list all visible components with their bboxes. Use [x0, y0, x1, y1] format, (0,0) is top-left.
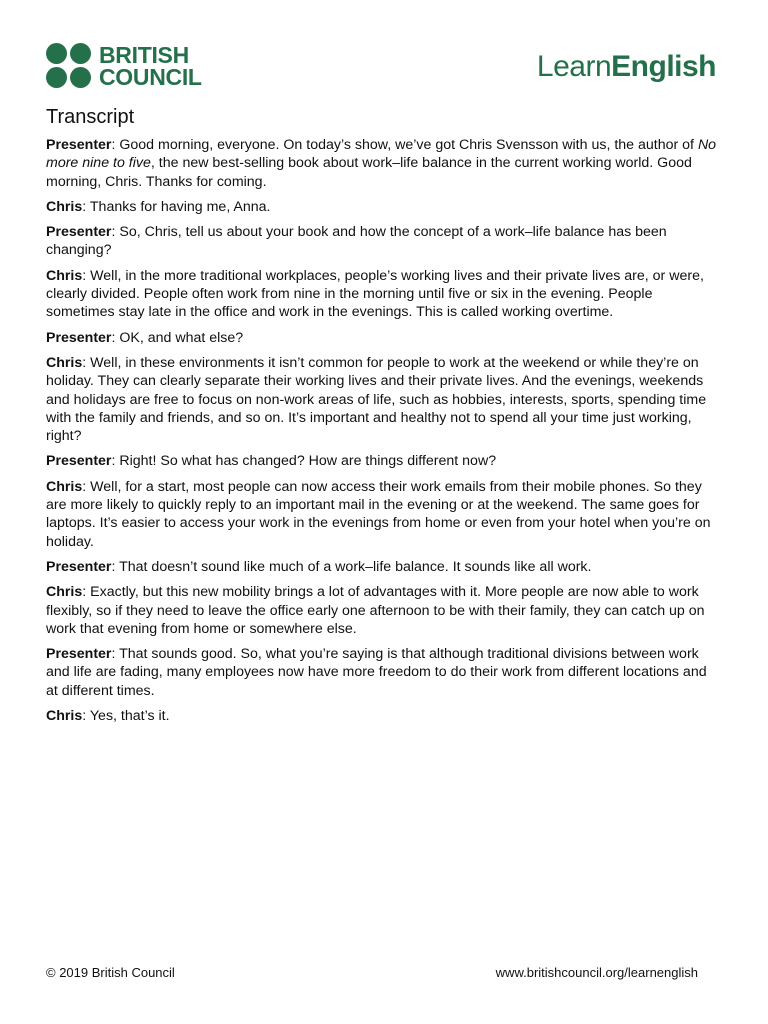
speaker-name: Chris [46, 584, 83, 601]
speaker-name: Presenter [46, 224, 112, 241]
utterance-text: : Good morning, everyone. On today’s show, we’ve got Chris Svensson with us, the author of [111, 137, 698, 153]
transcript-paragraph [46, 354, 722, 445]
british-council-logo [46, 43, 202, 88]
speaker-name: Chris [46, 198, 83, 215]
utterance-text: : Exactly, but this new mobility brings a lot of advantages with it. More people are now able to work flexibly, so if they need to leave the office early one afternoon to be with their family, they can catch up on work that evening from home or somewhere else. [46, 584, 705, 637]
utterance-text: : OK, and what else? [111, 329, 244, 346]
speaker-name: Chris [46, 267, 83, 284]
utterance-text: : That sounds good. So, what you’re saying is that although traditional divisions between work and life are fading, many employees now have more freedom to do their work from different locations and at different times. [46, 646, 707, 699]
speaker-name: Presenter [46, 453, 112, 470]
utterance-text: : Thanks for having me, Anna. [82, 198, 271, 215]
speaker-name: Presenter [46, 646, 112, 663]
speaker-name: Chris [46, 708, 83, 725]
brand-line-1: BRITISH [99, 41, 189, 68]
footer-url-link[interactable]: www.britishcouncil.org/learnenglish [495, 965, 698, 980]
transcript-paragraph [46, 267, 722, 322]
learn-suffix: English [611, 50, 716, 83]
utterance-text: : Yes, that’s it. [82, 708, 170, 725]
brand-line-2: COUNCIL [99, 63, 202, 90]
speaker-name: Chris [46, 354, 83, 371]
utterance-text: : Well, for a start, most people can now access their work emails from their mobile phones. So they are more likely to quickly reply to an important mail in the evening or at the weekend. The same goes for laptops. It’s easier to access your work in the evenings from home or even from your hotel when you’re on holiday. [46, 478, 711, 550]
transcript-paragraph [46, 452, 722, 470]
utterance-text: : That doesn’t sound like much of a work–life balance. It sounds like all work. [111, 558, 592, 575]
transcript-paragraph [46, 645, 722, 700]
speaker-name: Presenter [46, 329, 112, 346]
transcript-paragraph [46, 136, 722, 191]
copyright-notice: © 2019 British Council [46, 965, 175, 980]
utterance-text: : Well, in the more traditional workplaces, people’s working lives and their private lives are, or were, clearly divided. People often work from nine in the morning until five or six in the evening. People sometimes stay late in the office and work in the evenings. This is called working overtime. [46, 267, 704, 321]
brand-name [99, 41, 202, 90]
utterance-text: : Well, in these environments it isn’t common for people to work at the weekend or while they’re on holiday. They can clearly separate their working lives and their private lives. And the evenings, weekends and holidays are free to focus on non-work areas of life, such as hobbies, interests, sports, spending time with the family and friends, and so on. It’s important and healthy not to spend all your time just working, right? [46, 354, 707, 445]
transcript-paragraph [46, 583, 722, 638]
speaker-name: Presenter [46, 558, 112, 575]
logo-dots-icon [46, 43, 91, 88]
utterance-text: , the new best-selling book about work–life balance in the current working world. Good morning, Chris. Thanks for coming. [46, 155, 692, 190]
transcript-paragraph [46, 198, 722, 216]
page-title: Transcript [46, 106, 135, 128]
transcript-body [46, 136, 722, 732]
learnenglish-logo [537, 50, 716, 84]
book-title: No more nine to five [46, 137, 717, 172]
transcript-paragraph [46, 329, 722, 347]
utterance-text: : Right! So what has changed? How are things different now? [111, 453, 497, 470]
learn-prefix: Learn [536, 50, 612, 83]
transcript-paragraph [46, 558, 722, 576]
transcript-paragraph [46, 223, 722, 260]
page-header [0, 0, 768, 100]
utterance-text: : So, Chris, tell us about your book and how the concept of a work–life balance has been changing? [46, 224, 667, 259]
speaker-name: Presenter [46, 137, 112, 153]
speaker-name: Chris [46, 478, 83, 495]
transcript-paragraph [46, 707, 722, 725]
transcript-paragraph [46, 478, 722, 551]
